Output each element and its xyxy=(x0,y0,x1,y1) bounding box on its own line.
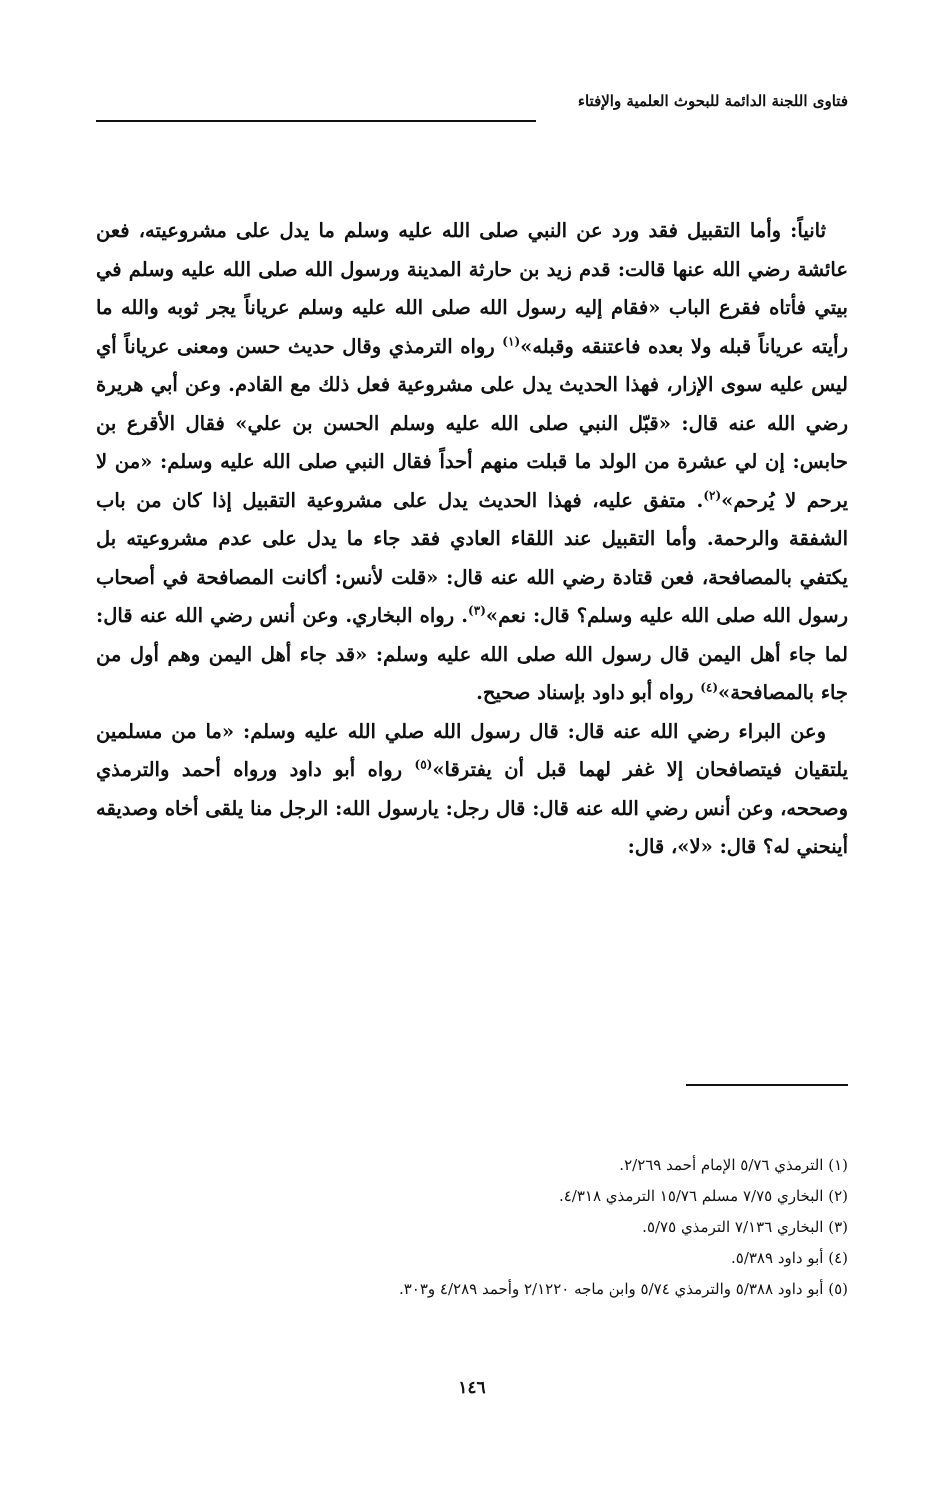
footnote-ref-4: (٤) xyxy=(700,680,719,695)
header-title: فتاوى اللجنة الدائمة للبحوث العلمية والإفتاء xyxy=(577,92,848,110)
footnotes xyxy=(96,1150,848,1305)
footnote-ref-5: (٥) xyxy=(414,757,433,772)
paragraph-1-segment-5: رواه أبو داود بإسناد صحيح. xyxy=(476,681,701,704)
paragraph-2 xyxy=(96,713,848,867)
running-header xyxy=(96,92,848,122)
paragraph-1-segment-1: : وأما التقبيل فقد ورد عن النبي صلى الله عليه وسلم ما يدل على مشروعيته، فعن عائشة رضي الله عنها قالت: قدم زيد بن حارثة المدينة ورسول الله صلى الله عليه وسلم في بيتي فأتاه فقرع الباب «فقام إليه رسول الله صلى الله عليه وسلم عرياناً يجر ثوبه والله ما رأيته عرياناً قبله ولا بعده فاعتنقه وقبله» xyxy=(96,219,848,358)
paragraph-1 xyxy=(96,212,848,713)
page-number: ١٤٦ xyxy=(458,1378,486,1398)
paragraph-2-segment-1: وعن البراء رضي الله عنه قال: قال رسول الله صلي الله عليه وسلم: «ما من مسلمين يلتقيان فيتصافحان إلا غفر لهما قبل أن يفترقا» xyxy=(96,719,848,781)
footnote-ref-2: (٢) xyxy=(703,488,722,502)
paragraph-1-segment-3: . متفق عليه، فهذا الحديث يدل على مشروعية التقبيل إذا كان من باب الشفقة والرحمة. وأما التقبيل عند اللقاء العادي فقد جاء ما يدل على عدم مشروعيته بل يكتفي بالمصافحة، فعن قتادة رضي الله عنه قال: «قلت لأنس: أكانت المصافحة في أصحاب رسول الله صلى الله عليه وسلم؟ قال: نعم» xyxy=(96,488,849,627)
paragraph-1-segment-4: . رواه البخاري. وعن أنس رضي الله عنه قال: لما جاء أهل اليمن قال رسول الله صلى الله عليه وسلم: «قد جاء أهل اليمن وهم أول من جاء بالمصافحة» xyxy=(96,604,848,704)
paragraph-2-segment-2: رواه أبو داود ورواه أحمد والترمذي وصححه، وعن أنس رضي الله عنه قال: قال رجل: يارسول الله: الرجل منا يلقى أخاه وصديقه أينحني له؟ قال: «لا»، قال: xyxy=(96,758,848,858)
paragraph-1-segment-2: رواه الترمذي وقال حديث حسن ومعنى عرياناً أي ليس عليه سوى الإزار، فهذا الحديث يدل على مشروعية فعل ذلك مع القادم. وعن أبي هريرة رضي الله عنه قال: «قبّل النبي صلى الله عليه وسلم الحسن بن علي» فقال الأقرع بن حابس: إن لي عشرة من الولد ما قبلت منهم أحداً فقال النبي صلى الله عليه وسلم: «من لا يرحم لا يُرحم» xyxy=(96,334,849,512)
footnote-4: (٤) أبو داود ٥/٣٨٩. xyxy=(730,1249,848,1267)
footnote-2: (٢) البخاري ٧/٧٥ مسلم ١٥/٧٦ الترمذي ٤/٣١٨. xyxy=(558,1187,848,1205)
footnote-separator xyxy=(686,1084,848,1086)
header-rule xyxy=(96,120,536,122)
paragraph-lead: ثانياً xyxy=(797,219,826,242)
footnote-3: (٣) البخاري ٧/١٣٦ الترمذي ٥/٧٥. xyxy=(642,1218,848,1236)
main-text xyxy=(96,212,848,867)
footnote-1: (١) الترمذي ٥/٧٦ الإمام أحمد ٢/٢٦٩. xyxy=(619,1156,848,1174)
footnote-5: (٥) أبو داود ٥/٣٨٨ والترمذي ٥/٧٤ وابن ماجه ٢/١٢٢٠ وأحمد ٤/٢٨٩ و٣٠٣. xyxy=(398,1280,848,1298)
footnote-ref-3: (٣) xyxy=(468,603,486,618)
footnote-ref-1: (١) xyxy=(502,334,521,348)
